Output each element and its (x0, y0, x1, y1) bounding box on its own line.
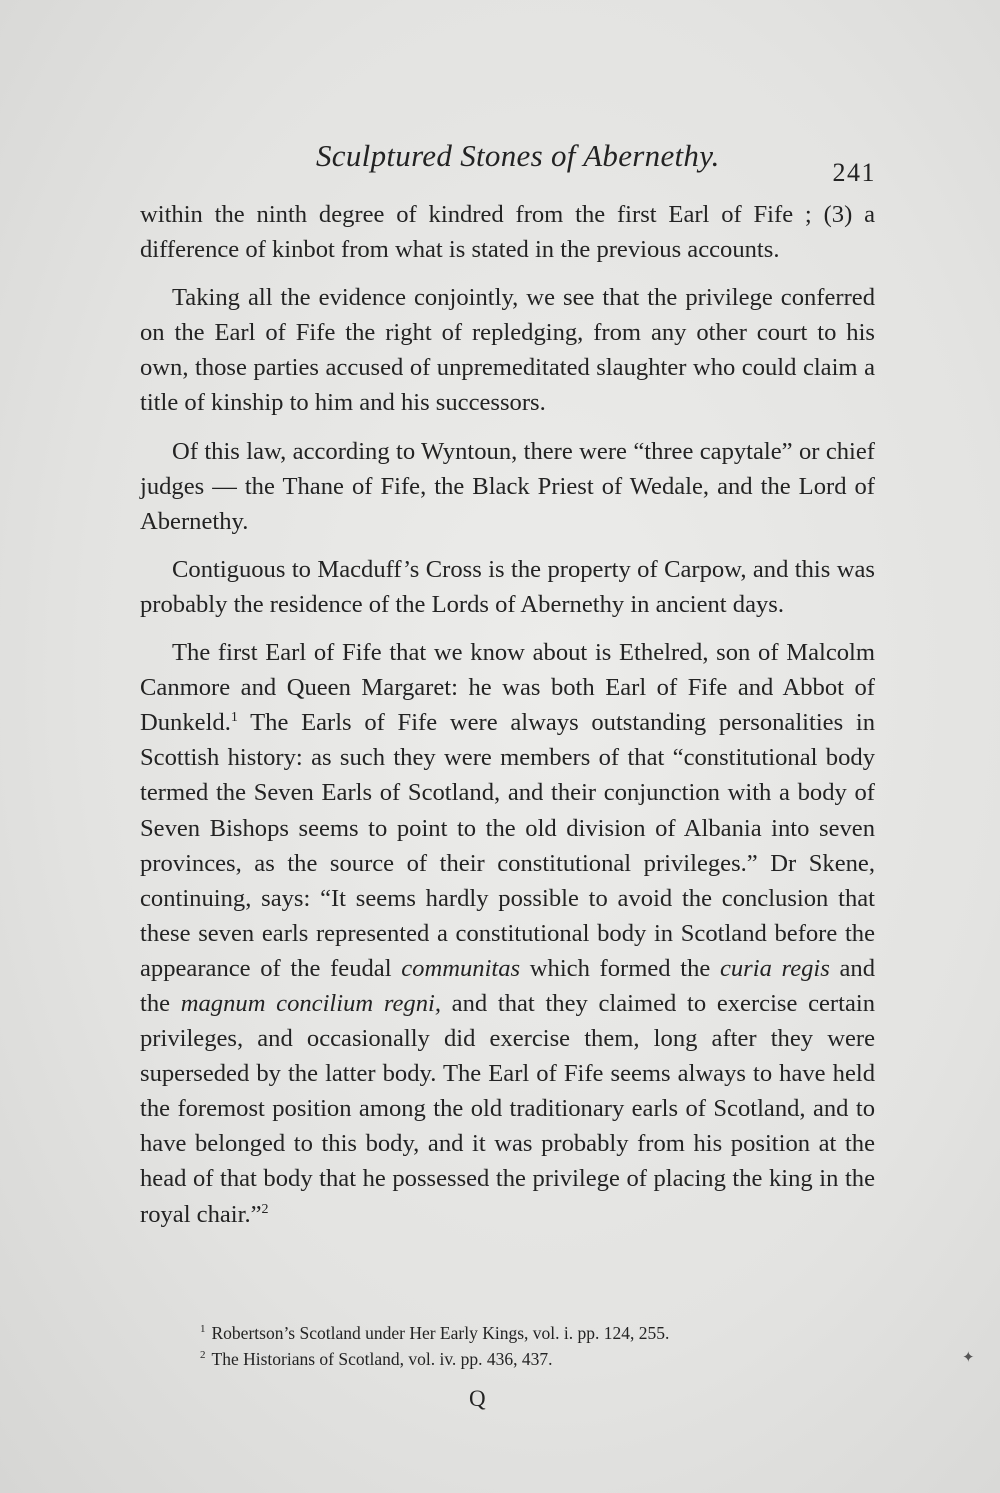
text-run: The first Earl of Fife that we know about is Ethelred, son of Malcolm Canmore and Queen Margaret: he was both Earl of Fife and Abbot of Dunkeld. (140, 639, 875, 737)
text-run: The Earls of Fife were always outstanding personalities in Scottish history: as such they were members of that “constitutional body termed the Seven Earls of Scotland, and their conjunction with a body of Seven Bishops seems to point to the old division of Albania into seven provinces, as the source of their constitutional privileges.” Dr Skene, continuing, says: “It seems hardly possible to avoid the conclusion that these seven earls represented a constitutional body in Scotland before the appearance of the feudal (140, 709, 875, 982)
footnote (200, 1346, 840, 1372)
page-header (140, 138, 880, 188)
text-run: and that they claimed to exercise certain privileges, and occasionally did exercise them, long after they were superseded by the latter body. The Earl of Fife seems always to have held the foremost position among the old traditionary earls of Scotland, and to have belonged to this body, and it was probably from his position at the head of that body that he possessed the privilege of placing the king in the royal chair.” (140, 989, 875, 1228)
italic-run: curia regis (719, 954, 830, 982)
footnote-text: Robertson’s Scotland under Her Early Kings, vol. i. pp. 124, 255. (211, 1323, 670, 1343)
footnote-reference: 2 (261, 1201, 269, 1217)
paragraph (140, 552, 875, 622)
paragraph (140, 197, 875, 267)
paragraph (140, 280, 875, 420)
paragraph (140, 635, 875, 1232)
running-head: Sculptured Stones of Abernethy. (316, 138, 720, 173)
text-run: which formed the (520, 954, 720, 982)
italic-run: communitas (401, 954, 521, 982)
footnotes (200, 1320, 840, 1372)
text-run: Of this law, according to Wyntoun, there were “three capytale” or chief judges — the Thane of Fife, the Black Priest of Wedale, and the Lord of Abernethy. (140, 437, 875, 535)
signature-mark: Q (469, 1386, 486, 1411)
footnote-marker: 2 (200, 1349, 206, 1362)
text-run: within the ninth degree of kindred from the first Earl of Fife ; (3) a difference of kinbot from what is stated in the previous accounts. (140, 201, 875, 264)
italic-run: magnum concilium regni, (180, 989, 441, 1017)
footnote-reference: 1 (230, 710, 238, 726)
page-number: 241 (832, 158, 876, 187)
footnote-text: The Historians of Scotland, vol. iv. pp. 436, 437. (211, 1349, 553, 1369)
paragraph (140, 434, 875, 539)
text-run: and the (140, 954, 875, 1017)
footnote (200, 1320, 840, 1346)
body-text (140, 197, 875, 1232)
stray-ink-mark: ✦ (962, 1350, 975, 1366)
text-run: Contiguous to Macduff’s Cross is the property of Carpow, and this was probably the residence of the Lords of Abernethy in ancient days. (140, 555, 875, 618)
footnote-marker: 1 (200, 1323, 206, 1336)
text-run: Taking all the evidence conjointly, we see that the privilege conferred on the Earl of Fife the right of repledging, from any other court to his own, those parties accused of unpremeditated slaughter who could claim a title of kinship to him and his successors. (140, 284, 875, 417)
